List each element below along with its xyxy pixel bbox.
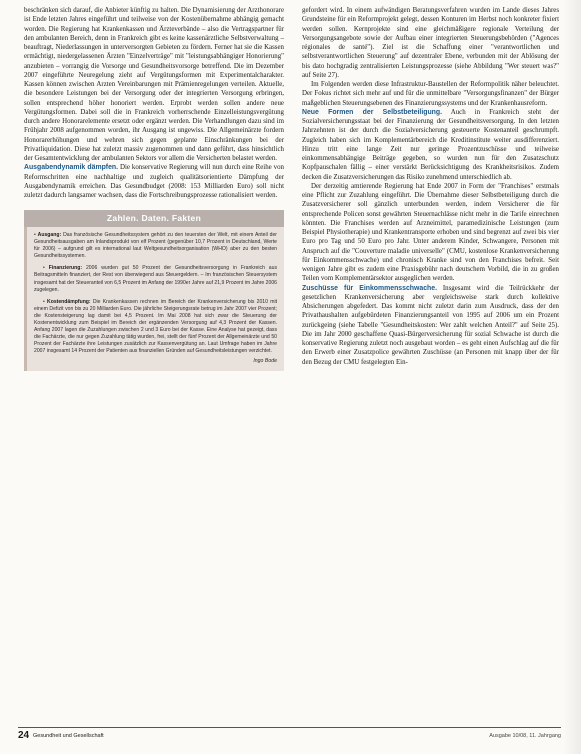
facts-item-kostendaempfung: • Kostendämpfung: Die Krankenkassen rechnen im Bereich der Krankenversicherung bis 2010 mit einem Defizit von bis zu 20 Milliarden Euro. Die jährliche Steigerungsrate betrug im Jahr 2007 vier Prozent; die Kostensteigerung lag damit bei 4,5 Prozent. Im Mai 2008 hat sich zwar die Steuerung der Kostenentwicklung zum Beispiel im Bereich der ergänzenden Versorgung auf 4,3 Prozent der Kassen. Anfang 2007 lagen die Zuzahlungen zwischen 2 und 3 Euro bei der Kasse. Eine Analyse hat gezeigt, dass die Fachärzte, die nur gegen Zuzahlung tätig wurden, frei, stellt der fünf Prozent der Allgemeinärzte und 50 Prozent der Fachärzte ihre Leistungen zusätzlich zur Kassenvergütung an. Laut Umfrage haben im Jahre 2007 insgesamt 14 Prozent der Patienten aus finanziellen Gründen auf Gesundheitsleistungen verzichtet. (34, 298, 277, 354)
left-section-text: Die konservative Regierung will nun durch eine Reihe von Reformschritten eine nachhaltige und zugleich qualitätsorientierte Dämpfung der Ausgabendynamik erreichen. Das Gesundbudget (2008: 153 Milliarden Euro) soll nicht zuletzt dadurch langsamer wachsen, dass die Fortschreibungsprozesse rationalisiert werden. (24, 164, 284, 199)
facts-item-finanzierung: • Finanzierung: 2006 wurden gut 50 Prozent der Gesundheitsversorgung in Frankreich aus Beitragsmitteln finanziert, der Rest von überwiegend aus Steuergeldern. – Im französischen Steuersystem insgesamt hat der Steueranteil von 6,5 Prozent im Anfang der 1990er Jahre auf 21,9 Prozent im Jahre 2006 zugelegen. (34, 265, 277, 293)
right-column (302, 6, 559, 367)
right-intro-paragraph-2: Im Folgenden werden diese Infrastruktur-Baustellen der Reformpolitik näher beleuchtet. Der Fokus richtet sich mehr auf und für die unmittelbare "Versorgungsfinanzen" der Bürger maßgeblichen Steuerungsebenen des Finanzierungssystems und der Krankenhausreform. (302, 81, 559, 107)
left-intro-paragraph: beschränken sich darauf, die Anbieter künftig zu halten. Die Dynamisierung der Arzthonorare ist Ende letzten Jahres eingeführt und teilweise von der Kostenübernahme abhängig gemacht worden. Die Regierung hat Krankenkassen und Ärzteverbände – also die Vertragspartner für den ambulanten Bereich, denn in Frankreich gibt es keine kassenärztliche Selbstverwaltung – beauftragt, Niederlassungen in unterversorgten Gebieten zu fördern. Ferner hat sie die Kassen ermächtigt, niedergelassenen Ärzten "Einzelverträge" mit "leistungsabhängiger Honorierung" anzubieten – vorrangig die Vorsorge und Gesundheitsvorsorge betreffend. Die im Dezember 2007 eingeführte Neuregelung zieht auf Vergütungsformen mit Experimentalcharakter. Kassen können zwischen Arzten Vereinbarungen mit Prämienregelungen verteilen. Aktuelle, die besondere Leistungen bei der Versorgung oder der integrierten Versorgung erbringen, sollen entsprechend höher honoriert werden. Erprobt werden sollen andere neue Vergütungsformen. Dabei soll die in Frankreich vorherrschende Einzelleistungsvergütung durch andere Honorarelemente ersetzt oder ergänzt werden. Die Verhandlungen dazu sind im Frühjahr 2008 aufgenommen worden, ihr Ausgang ist ungewiss. Die Allgemeinärzte fordern Honorarerhöhungen und wehren sich gegen geplante Einschränkungen bei der Privatliquidation. Diese hat zuletzt massiv zugenommen und dann geführt, dass hinsichtlich der Gesamtentwicklung der ambulanten Sektors vor allem die Versicherten belastet werden. (24, 7, 284, 162)
facts-item-label: Finanzierung: (48, 265, 83, 272)
footer-section-title: Gesundheit und Gesellschaft (33, 733, 104, 739)
facts-item-text: Die Krankenkassen rechnen im Bereich der Krankenversicherung bis 2010 mit einem Defizit von bis zu 20 Milliarden Euro. Die jährliche Steigerungsrate betrug im Jahr 2007 vier Prozent; die Kostensteigerung lag damit bei 4,5 Prozent. Im Mai 2008 hat sich zwar die Steuerung der Kostenentwicklung zum Beispiel im Bereich der ergänzenden Versorgung auf 4,3 Prozent der Kassen. Anfang 2007 lagen die Zuzahlungen zwischen 2 und 3 Euro bei der Kasse. Eine Analyse hat gezeigt, dass die Fachärzte, die nur gegen Zuzahlung tätig wurden, frei, stellt der fünf Prozent der Allgemeinärzte und 50 Prozent der Fachärzte ihre Leistungen zusätzlich zur Kassenvergütung an. Laut Umfrage haben im Jahre 2007 insgesamt 14 Prozent der Patienten aus finanziellen Gründen auf Gesundheitsleistungen verzichtet. (34, 298, 277, 354)
section-heading-selbstbeteiligung: Neue Formen der Selbstbeteiligung. (302, 108, 443, 116)
facts-item-ausgang: • Ausgang: Das französische Gesundheitssystem gehört zu den teuersten der Welt, mit einem Anteil der Gesundheitsausgaben am Inlandsprodukt von elf Prozent (gegenüber 10,7 Prozent in Deutschland, Werte für 2006) – aufgrund gilt es international laut Weltgesundheitsorganisation (WHO) aber zu den besten Gesundheitssystemen. (34, 232, 277, 260)
right-section1-paragraph (302, 108, 559, 182)
page-edge-shadow (563, 0, 581, 754)
left-section-paragraph (24, 163, 284, 200)
right-section2-paragraph (302, 284, 559, 367)
right-section1-paragraph-2: Der derzeitig amtierende Regierung hat Ende 2007 in Form der "Franchises" erstmals eine Pflicht zur Zuzahlung eingeführt. Die Übernahme dieser Selbstbeteiligung durch die Zusatzversicherer soll gänzlich unterbunden werden, indem Versicherer die für entsprechende Policen sonst gewährten Steuernachlässe nicht mehr in die Tarife einrechnen könnten. Die Franchises werden auf Arzneimittel, paramedizinische Leistungen (zum Beispiel Physiotherapie) und Krankentransporte erhoben und sind begrenzt auf zwei bis vier Euro pro Tag und 50 Euro pro Jahr. Unter anderem Kinder, Schwangere, Personen mit Anspruch auf die "Couverture maladie universelle" (CMU, kostenlose Krankenversicherung für Einkommensschwache) und chronisch Kranke sind von den Franchises befreit. Seit wenigen Jahre gibt es zudem eine Praxisgebühr nach deutschem Vorbild, die in zu großen Teilen vom Komplementärsektor ausgeglichen werden. (302, 182, 559, 283)
facts-box (24, 210, 284, 371)
section-heading-zuschuesse: Zuschüsse für Einkommensschwache. (302, 284, 437, 292)
left-column (24, 6, 284, 371)
page-footer (18, 727, 561, 742)
section-heading-ausgabendynamik: Ausgabendynamik dämpfen. (24, 164, 119, 172)
facts-item-text: Das französische Gesundheitssystem gehört zu den teuersten der Welt, mit einem Anteil der Gesundheitsausgaben am Inlandsprodukt von elf Prozent (gegenüber 10,7 Prozent in Deutschland, Werte für 2006) – aufgrund gilt es international laut Weltgesundheitsorganisation (WHO) aber zu den besten Gesundheitssystemen. (34, 232, 277, 260)
facts-item-label: Ausgang: (37, 232, 62, 239)
author-signature: Ingo Bode (253, 358, 277, 364)
page-number: 24 (18, 730, 30, 741)
right-section1-text: Auch in Frankreich steht der Sozialversicherungsstaat bei der Finanzierung der Gesundheitsversorgung. In den letzten Jahrzehnten ist der durch die Sozialversicherung gesteuerte Kostenanteil geschrumpft. Zugleich haben sich im Komplementärbereich die Kreditinstitute weiter ausdifferenziert. Hinzu tritt eine lange Zeit nur geringe Prozentzuschüsse und teilweise einkommensabhängige Beiträge gegeben, so wurden nun für den Zusatzschutz Kopfpauschalen fällig – einer verstärkt Berücksichtigung des Krankheitsrisikos. Zudem decken die Zusatzversicherungen das Risiko zunehmend unterschiedlich ab. (302, 108, 559, 181)
facts-box-title: Zahlen. Daten. Fakten (24, 210, 284, 227)
facts-item-text: 2006 wurden gut 50 Prozent der Gesundheitsversorgung in Frankreich aus Beitragsmitteln finanziert, der Rest von überwiegend aus Steuergeldern. – Im französischen Steuersystem insgesamt hat der Steueranteil von 6,5 Prozent im Anfang der 1990er Jahre auf 21,9 Prozent im Jahre 2006 zugelegen. (34, 265, 277, 293)
right-intro-paragraph: gefordert wird. In einem aufwändigen Beratungsverfahren wurden im Lande dieses Jahres Grundsteine für ein Reformprojekt gelegt, dessen Konturen im Herbst noch konkreter fixiert werden sollen. Kernprojekte sind eine gleichmäßigere regionale Verteilung der Versorgungsangebote sowie der Aufbau einer integrierten Steuerungsbehörden ("Agences régionales de santé"). Ziel ist die Schaffung einer "verantwortlichen und selbstverantwortlichen Steuerung" auf dezentraler Ebene, verbunden mit der Ablösung der bis dato hochgradig zentralisierten Leistungsprozesse (siehe Abbildung "Wer steuert was?" auf Seite 27). (302, 7, 559, 79)
right-section2-text: Insgesamt wird die Teilrückkehr der gesetzlichen Krankenversicherung aber vergleichsweise stark durch kollektive Absicherungen abgefedert. Das kommt nicht zuletzt darin zum Ausdruck, dass der den Privathaushalten aufgebürdeten Finanzierungsanteil von 1995 auf 2006 um ein Prozent zurückgeing (siehe Tabelle "Gesundheitskosten: Wer zahlt welchen Anteil?" auf Seite 25). Die im Jahr 2000 geschaffene Quasi-Bürgerversicherung für sozial Schwache ist durch die konservative Regierung zuletzt noch ausgebaut worden – es geht einen Aufschlag auf die für den Erwerb einer Zusatzpolice gewährten Zuschüsse (an Personen mit knapp über der für den Bezug der CMU festgelegten Ein- (302, 284, 559, 366)
facts-item-label: Kostendämpfung: (47, 298, 91, 305)
footer-issue: Ausgabe 10/08, 11. Jahrgang (489, 733, 561, 739)
